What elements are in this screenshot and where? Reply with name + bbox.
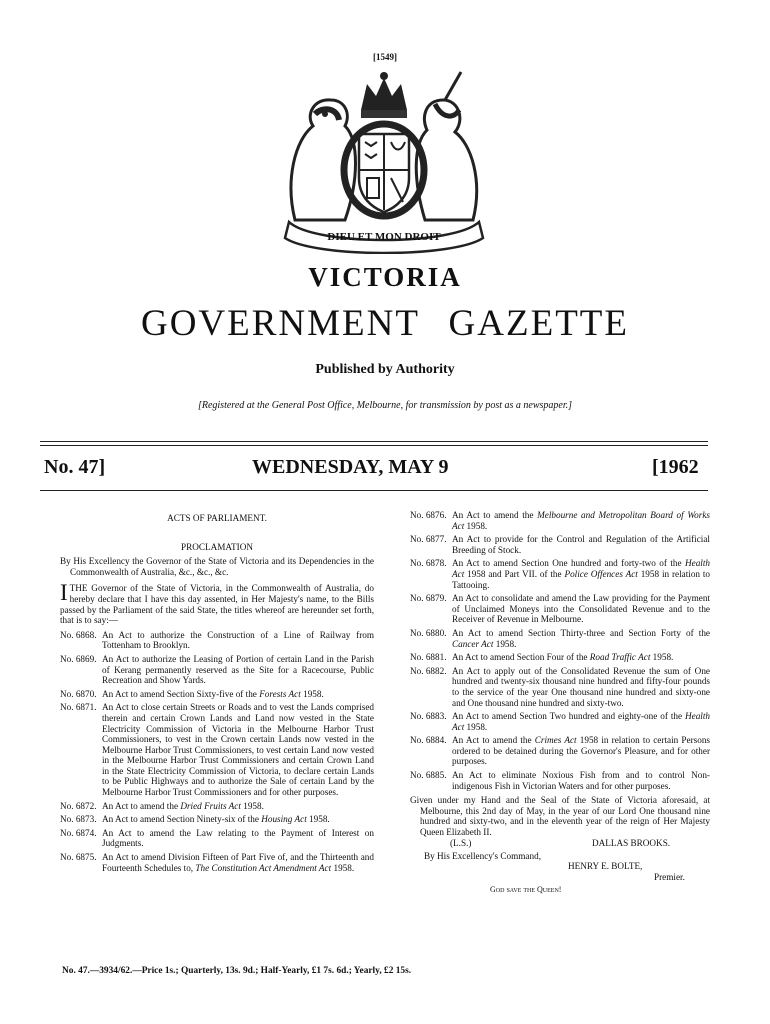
act-item: [60, 814, 374, 825]
dropcap: I: [60, 580, 68, 606]
act-short-title: Housing Act: [261, 814, 307, 825]
act-short-title: Health Act: [452, 711, 710, 732]
right-act-list: [410, 510, 710, 791]
act-number: No. 6873.: [60, 814, 97, 825]
governor-signature: DALLAS BROOKS.: [592, 837, 671, 848]
preamble: By His Excellency the Governor of the State of Victoria and its Dependencies in the Commonwealth of Australia, &c., &c., &c.: [60, 556, 374, 577]
act-item: [410, 628, 710, 649]
act-text: 1958 in relation to certain Persons ordered to be detained during the Governor's Pleasure, and for other purposes.: [452, 735, 710, 767]
act-text: An Act to eliminate Noxious Fish from and to control Non-indigenous Fish in Victorian Waters and for other purposes.: [452, 770, 710, 791]
masthead-registration: [Registered at the General Post Office, Melbourne, for transmission by post as a newspaper.]: [197, 400, 573, 411]
act-number: No. 6880.: [410, 627, 447, 638]
act-text: An Act to amend Section One hundred and forty-two of the: [452, 558, 685, 569]
act-number: No. 6881.: [410, 652, 447, 663]
act-title: [102, 689, 374, 700]
act-item: [410, 666, 710, 708]
seal-mark: (L.S.): [450, 837, 472, 848]
act-number: No. 6870.: [60, 688, 97, 699]
act-item: [60, 630, 374, 651]
act-title: [452, 735, 710, 767]
act-text: An Act to provide for the Control and Regulation of the Artificial Breeding of Stock.: [452, 534, 710, 555]
act-title: [452, 593, 710, 625]
act-text: An Act to amend Section Ninety-six of the: [102, 814, 262, 825]
intro-text: THE Governor of the State of Victoria, in the Commonwealth of Australia, do hereby declare that I have this day assented, in Her Majesty's name, to the Bills passed by the Parliament of the said State, the titles whereof are hereunder set forth, that is to say:—: [60, 583, 374, 626]
act-item: [60, 828, 374, 849]
act-text: 1958.: [300, 688, 324, 699]
act-text: 1958 and Part VII. of the: [464, 568, 565, 579]
act-text: An Act to apply out of the Consolidated Revenue the sum of One hundred and twenty-six thousand nine hundred and fifty-four pounds to the service of the year One thousand nine hundred and sixty-one and One thousand nine hundred and sixty-two.: [452, 665, 710, 708]
right-column: [410, 510, 710, 896]
act-number: No. 6885.: [410, 770, 447, 781]
page-number: [1549]: [373, 52, 397, 62]
act-short-title: Road Traffic Act: [589, 652, 651, 663]
given-clause: Given under my Hand and the Seal of the State of Victoria aforesaid, at Melbourne, this 2nd day of May, in the year of our Lord One thousand nine hundred and sixty-two, and in the eleventh year of the reign of Her Majesty Queen Elizabeth II.: [410, 795, 710, 838]
act-item: [410, 711, 710, 732]
act-short-title: Melbourne and Metropolitan Board of Works Act: [452, 510, 710, 531]
act-item: [410, 735, 710, 767]
act-text: 1958.: [240, 800, 264, 811]
act-text: 1958.: [306, 814, 330, 825]
act-text: An Act to amend Section Four of the: [452, 652, 590, 663]
act-text: An Act to amend Section Sixty-five of the: [102, 688, 260, 699]
issue-date: WEDNESDAY, MAY 9: [252, 456, 449, 478]
left-column: [60, 513, 374, 876]
masthead-published: Published by Authority: [315, 362, 455, 377]
act-number: No. 6877.: [410, 534, 447, 545]
rule-top: [40, 441, 708, 442]
act-short-title: Health Act: [452, 558, 710, 579]
act-short-title: Cancer Act: [452, 638, 494, 649]
act-item: [410, 652, 710, 663]
masthead-state: VICTORIA: [308, 262, 462, 292]
act-text: An Act to amend Section Thirty-three and Section Forty of the: [452, 627, 710, 638]
unicorn-supporter-icon: [416, 72, 476, 220]
act-item: [60, 852, 374, 873]
act-title: [452, 510, 710, 531]
proclamation-intro: [60, 580, 374, 626]
act-text: An Act to authorize the Construction of a Line of Railway from Tottenham to Brooklyn.: [102, 629, 374, 651]
act-text: 1958 in relation to Tattooing.: [452, 568, 711, 590]
act-number: No. 6884.: [410, 735, 447, 746]
motto-scroll: [285, 222, 483, 253]
act-number: No. 6871.: [60, 702, 97, 713]
act-number: No. 6879.: [410, 593, 447, 604]
act-number: No. 6876.: [410, 510, 447, 520]
act-text: 1958.: [464, 721, 488, 732]
act-title: [452, 652, 710, 663]
act-short-title: The Constitution Act Amendment Act: [195, 862, 332, 873]
act-item: [410, 510, 710, 531]
act-short-title: Police Offences Act: [564, 568, 638, 579]
act-text: An Act to close certain Streets or Roads and to vest the Lands comprised therein and certain Crown Lands and Land now vested in the State Electricity Commission of Victoria in the Melbourne Harbor Trust Commissioners, to vest in the Crown certain Lands now vested in the Melbourne Harbor Trust Commissioners, to vest certain Land now vested in the Melbourne Harbor Trust Commissioners and certain Crown Land in the State Electricity Commission of Victoria, to declare certain Lands to be Public Highways and to authorize the Sale of certain Land by the Melbourne Harbor Trust Commissioners and for other purposes.: [102, 702, 374, 798]
acts-heading: ACTS OF PARLIAMENT.: [167, 513, 267, 523]
act-text: 1958.: [331, 862, 355, 873]
act-title: [102, 852, 374, 873]
premier-name: HENRY E. BOLTE,: [568, 861, 643, 872]
act-title: [102, 814, 374, 825]
act-text: An Act to authorize the Leasing of Portion of certain Land in the Parish of Kerang permanently reserved as the Site for a Racecourse, Public Recreation and Show Yards.: [102, 653, 374, 686]
crown-icon: [361, 72, 407, 118]
premier-title: Premier.: [654, 871, 685, 882]
act-title: [452, 770, 710, 791]
act-text: An Act to amend the Law relating to the Payment of Interest on Judgments.: [102, 827, 374, 849]
signature-line: [410, 838, 710, 851]
act-title: [102, 654, 374, 686]
act-item: [410, 770, 710, 791]
act-text: An Act to amend Section Two hundred and eighty-one of the: [452, 711, 685, 722]
act-text: An Act to amend the: [102, 800, 181, 811]
rule-under-header: [40, 490, 708, 491]
proclamation-heading: PROCLAMATION: [181, 541, 253, 552]
act-title: [452, 628, 710, 649]
royal-coat-of-arms: [275, 70, 493, 254]
masthead-title: GOVERNMENT GAZETTE: [140, 303, 629, 344]
act-item: [410, 558, 710, 590]
act-item: [60, 689, 374, 700]
motto-text: DIEU ET MON DROIT: [327, 231, 441, 243]
act-title: [452, 711, 710, 732]
act-item: [60, 702, 374, 797]
act-title: [452, 534, 710, 555]
rule-top-2: [40, 445, 708, 446]
act-title: [102, 801, 374, 812]
act-number: No. 6869.: [60, 653, 97, 664]
act-text: An Act to consolidate and amend the Law providing for the Payment of Unclaimed Moneys into the Consolidated Revenue and to the Receiver of Revenue in Melbourne.: [452, 593, 710, 625]
act-item: [410, 534, 710, 555]
act-short-title: Dried Fruits Act: [180, 800, 241, 811]
act-title: [452, 666, 710, 708]
act-item: [60, 654, 374, 686]
issue-number: No. 47]: [44, 456, 106, 478]
act-number: No. 6874.: [60, 827, 97, 838]
act-text: An Act to amend Division Fifteen of Part Five of, and the Thirteenth and Fourteenth Schedules to,: [102, 852, 374, 873]
act-text: 1958.: [464, 520, 488, 531]
act-number: No. 6875.: [60, 852, 97, 863]
act-item: [60, 801, 374, 812]
act-text: An Act to amend the: [452, 735, 535, 746]
act-text: 1958.: [493, 638, 517, 649]
act-number: No. 6868.: [60, 629, 97, 640]
act-short-title: Crimes Act: [534, 735, 577, 746]
act-title: [102, 630, 374, 651]
act-item: [410, 593, 710, 625]
act-title: [452, 558, 710, 590]
god-save-the-queen: God save the Queen!: [490, 885, 562, 895]
act-short-title: Forests Act: [259, 688, 301, 699]
act-text: An Act to amend the: [452, 510, 538, 520]
command-line: By His Excellency's Command,: [424, 850, 541, 861]
act-number: No. 6878.: [410, 558, 447, 569]
act-title: [102, 702, 374, 797]
act-number: No. 6883.: [410, 711, 447, 722]
act-number: No. 6882.: [410, 665, 447, 676]
act-text: 1958.: [650, 652, 674, 663]
act-title: [102, 828, 374, 849]
price-footer: No. 47.—3934/62.—Price 1s.; Quarterly, 13s. 9d.; Half-Yearly, £1 7s. 6d.; Yearly, £2 15s.: [62, 966, 412, 976]
issue-year: [1962: [652, 456, 699, 478]
left-act-list: [60, 630, 374, 873]
act-number: No. 6872.: [60, 800, 97, 811]
